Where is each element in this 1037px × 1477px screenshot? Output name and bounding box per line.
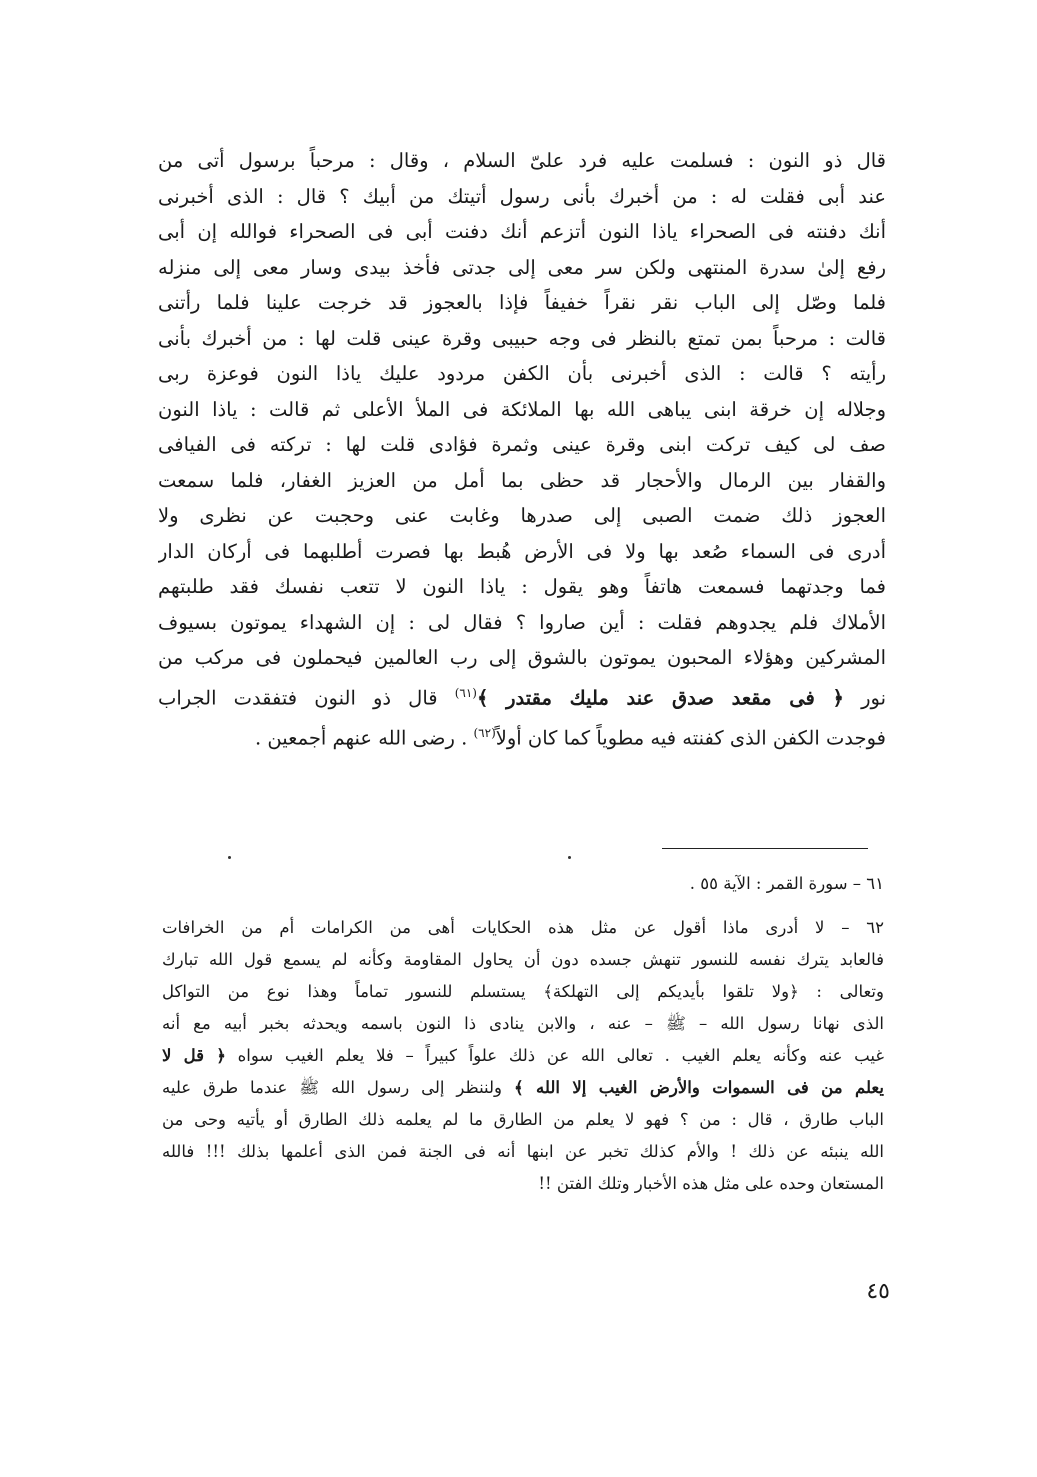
body-line: العجوز ذلك ضمت الصبى إلى صدرها وغابت عنى وحجبت عن نظرى ولا <box>158 504 886 527</box>
footnote-62-line <box>162 1072 884 1104</box>
body-line: فلما وصّل إلى الباب نقر نقراً خفيفاً فإذا بالعجوز قد خرجت علينا فلما رأتنى <box>158 291 886 314</box>
body-line: عند أبى فقلت له : من أخبرك بأنى رسول أتيتك من أبيك ؟ قال : الذى أخبرنى <box>158 184 886 208</box>
page-number: ٤٥ <box>866 1279 890 1304</box>
main-text-block <box>158 143 886 756</box>
footnotes-block <box>162 868 884 1200</box>
body-line: الأملاك فلم يجدوهم فقلت : أين صاروا ؟ فقال لى : إن الشهداء يموتون بسيوف <box>158 610 886 634</box>
body-line-last <box>158 716 886 756</box>
body-line: وجلاله إن خرقة ابنى يباهى الله بها الملائكة فى الملأ الأعلى ثم قالت : ياذا النون <box>158 397 886 421</box>
footnote-62-line: الله ينبئه عن ذلك ! والأم كذلك تخبر عن ابنها أنه فى الجنة فمن الذى أعلمها بذلك !!! فالله <box>162 1142 884 1161</box>
body-line: صف لى كيف تركت ابنى وقرة عينى وثمرة فؤادى قلت لها : تركته فى الفيافى <box>158 433 886 456</box>
body-line-17-after: . رضى الله عنهم أجمعين . <box>255 726 474 749</box>
body-line-16-before: نور <box>843 686 886 709</box>
footnote-ref-61: (٦١) <box>454 685 477 700</box>
body-line: أنك دفنته فى الصحراء ياذا النون أتزعم أنك دفنت أبى فى الصحراء فوالله إن أبى <box>158 220 886 243</box>
body-line: رأيته ؟ قالت : الذى أخبرنى بأن الكفن مردود عليك ياذا النون فوعزة ربى <box>158 362 886 385</box>
body-line-quran <box>158 676 886 716</box>
footnote-62-line: فالعابد يترك نفسه للنسور تنهش جسده دون أن يحاول المقاومة وكأنه لم يسمع قول الله تبارك <box>162 950 884 969</box>
footnote-62-line: وتعالى : ﴿ولا تلقوا بأيديكم إلى التهلكة﴾ يستسلم للنسور تماماً وهذا نوع من التواكل <box>162 982 884 1001</box>
speck <box>568 856 571 859</box>
quran-quote-end: يعلم من فى السموات والأرض الغيب إلا الله ﴾ <box>513 1078 884 1097</box>
footnote-61: ٦١ – سورة القمر : الآية ٥٥ . <box>689 874 884 893</box>
body-line: المشركين وهؤلاء المحبون يموتون بالشوق إلى رب العالمين فيحملون فى مركب من <box>158 646 886 669</box>
body-line-17-before: فوجدت الكفن الذى كفنته فيه مطوياً كما كان أولاً <box>495 726 886 749</box>
body-line: قال ذو النون : فسلمت عليه فرد علىّ السلام ، وقال : مرحباً برسول أتى من <box>158 149 886 172</box>
body-line: أدرى فى السماء صُعد بها ولا فى الأرض هُبط بها فصرت أطلبهما فى أركان الدار <box>158 539 886 563</box>
footnote-62-line5-before: غيب عنه وكأنه يعلم الغيب . تعالى الله عن ذلك علواً كبيراً – فلا يعلم الغيب سواه <box>225 1046 884 1065</box>
body-line: رفع إلىٰ سدرة المنتهى ولكن سر معى إلى جدتى فأخذ بيدى وسار معى إلى منزله <box>158 255 886 279</box>
quran-quote: ﴿ فى مقعد صدق عند مليك مقتدر ﴾ <box>476 686 844 709</box>
body-line: قالت : مرحباً بمن تمتع بالنظر فى وجه حبيبى وقرة عينى قلت لها : من أخبرك بأنى <box>158 326 886 350</box>
body-line-16-after: قال ذو النون فتفقدت الجراب <box>158 686 455 709</box>
footnote-62-line-last: المستعان وحده على مثل هذه الأخبار وتلك الفتن !! <box>538 1174 884 1193</box>
footnote-62-line6-after: ولننظر إلى رسول الله ﷺ عندما طرق عليه <box>162 1078 514 1097</box>
quran-quote-start: ﴿ قل لا <box>162 1046 226 1065</box>
footnote-divider <box>662 848 868 849</box>
footnote-62-line: الذى نهانا رسول الله – ﷺ – عنه ، والابن ينادى ذا النون باسمه ويحدثه بخبر أبيه مع أنه <box>162 1014 884 1033</box>
speck <box>228 856 231 859</box>
footnote-62-line <box>162 1040 884 1072</box>
body-line: فما وجدتهما فسمعت هاتفاً وهو يقول : ياذا النون لا تتعب نفسك فقد طلبتهم <box>158 575 886 598</box>
footnote-62-line: الباب طارق ، قال : من ؟ فهو لا يعلم من الطارق ما لم يعلمه ذلك الطارق أو يأتيه وحى من <box>162 1110 884 1129</box>
footnote-ref-62: (٦٢) <box>473 725 496 740</box>
footnote-62-line: ٦٢ – لا أدرى ماذا أقول عن مثل هذه الحكايات أهى من الكرامات أم من الخرافات <box>162 918 884 937</box>
body-line: والقفار بين الرمال والأحجار قد حظى بما أمل من العزيز الغفار، فلما سمعت <box>158 468 886 492</box>
